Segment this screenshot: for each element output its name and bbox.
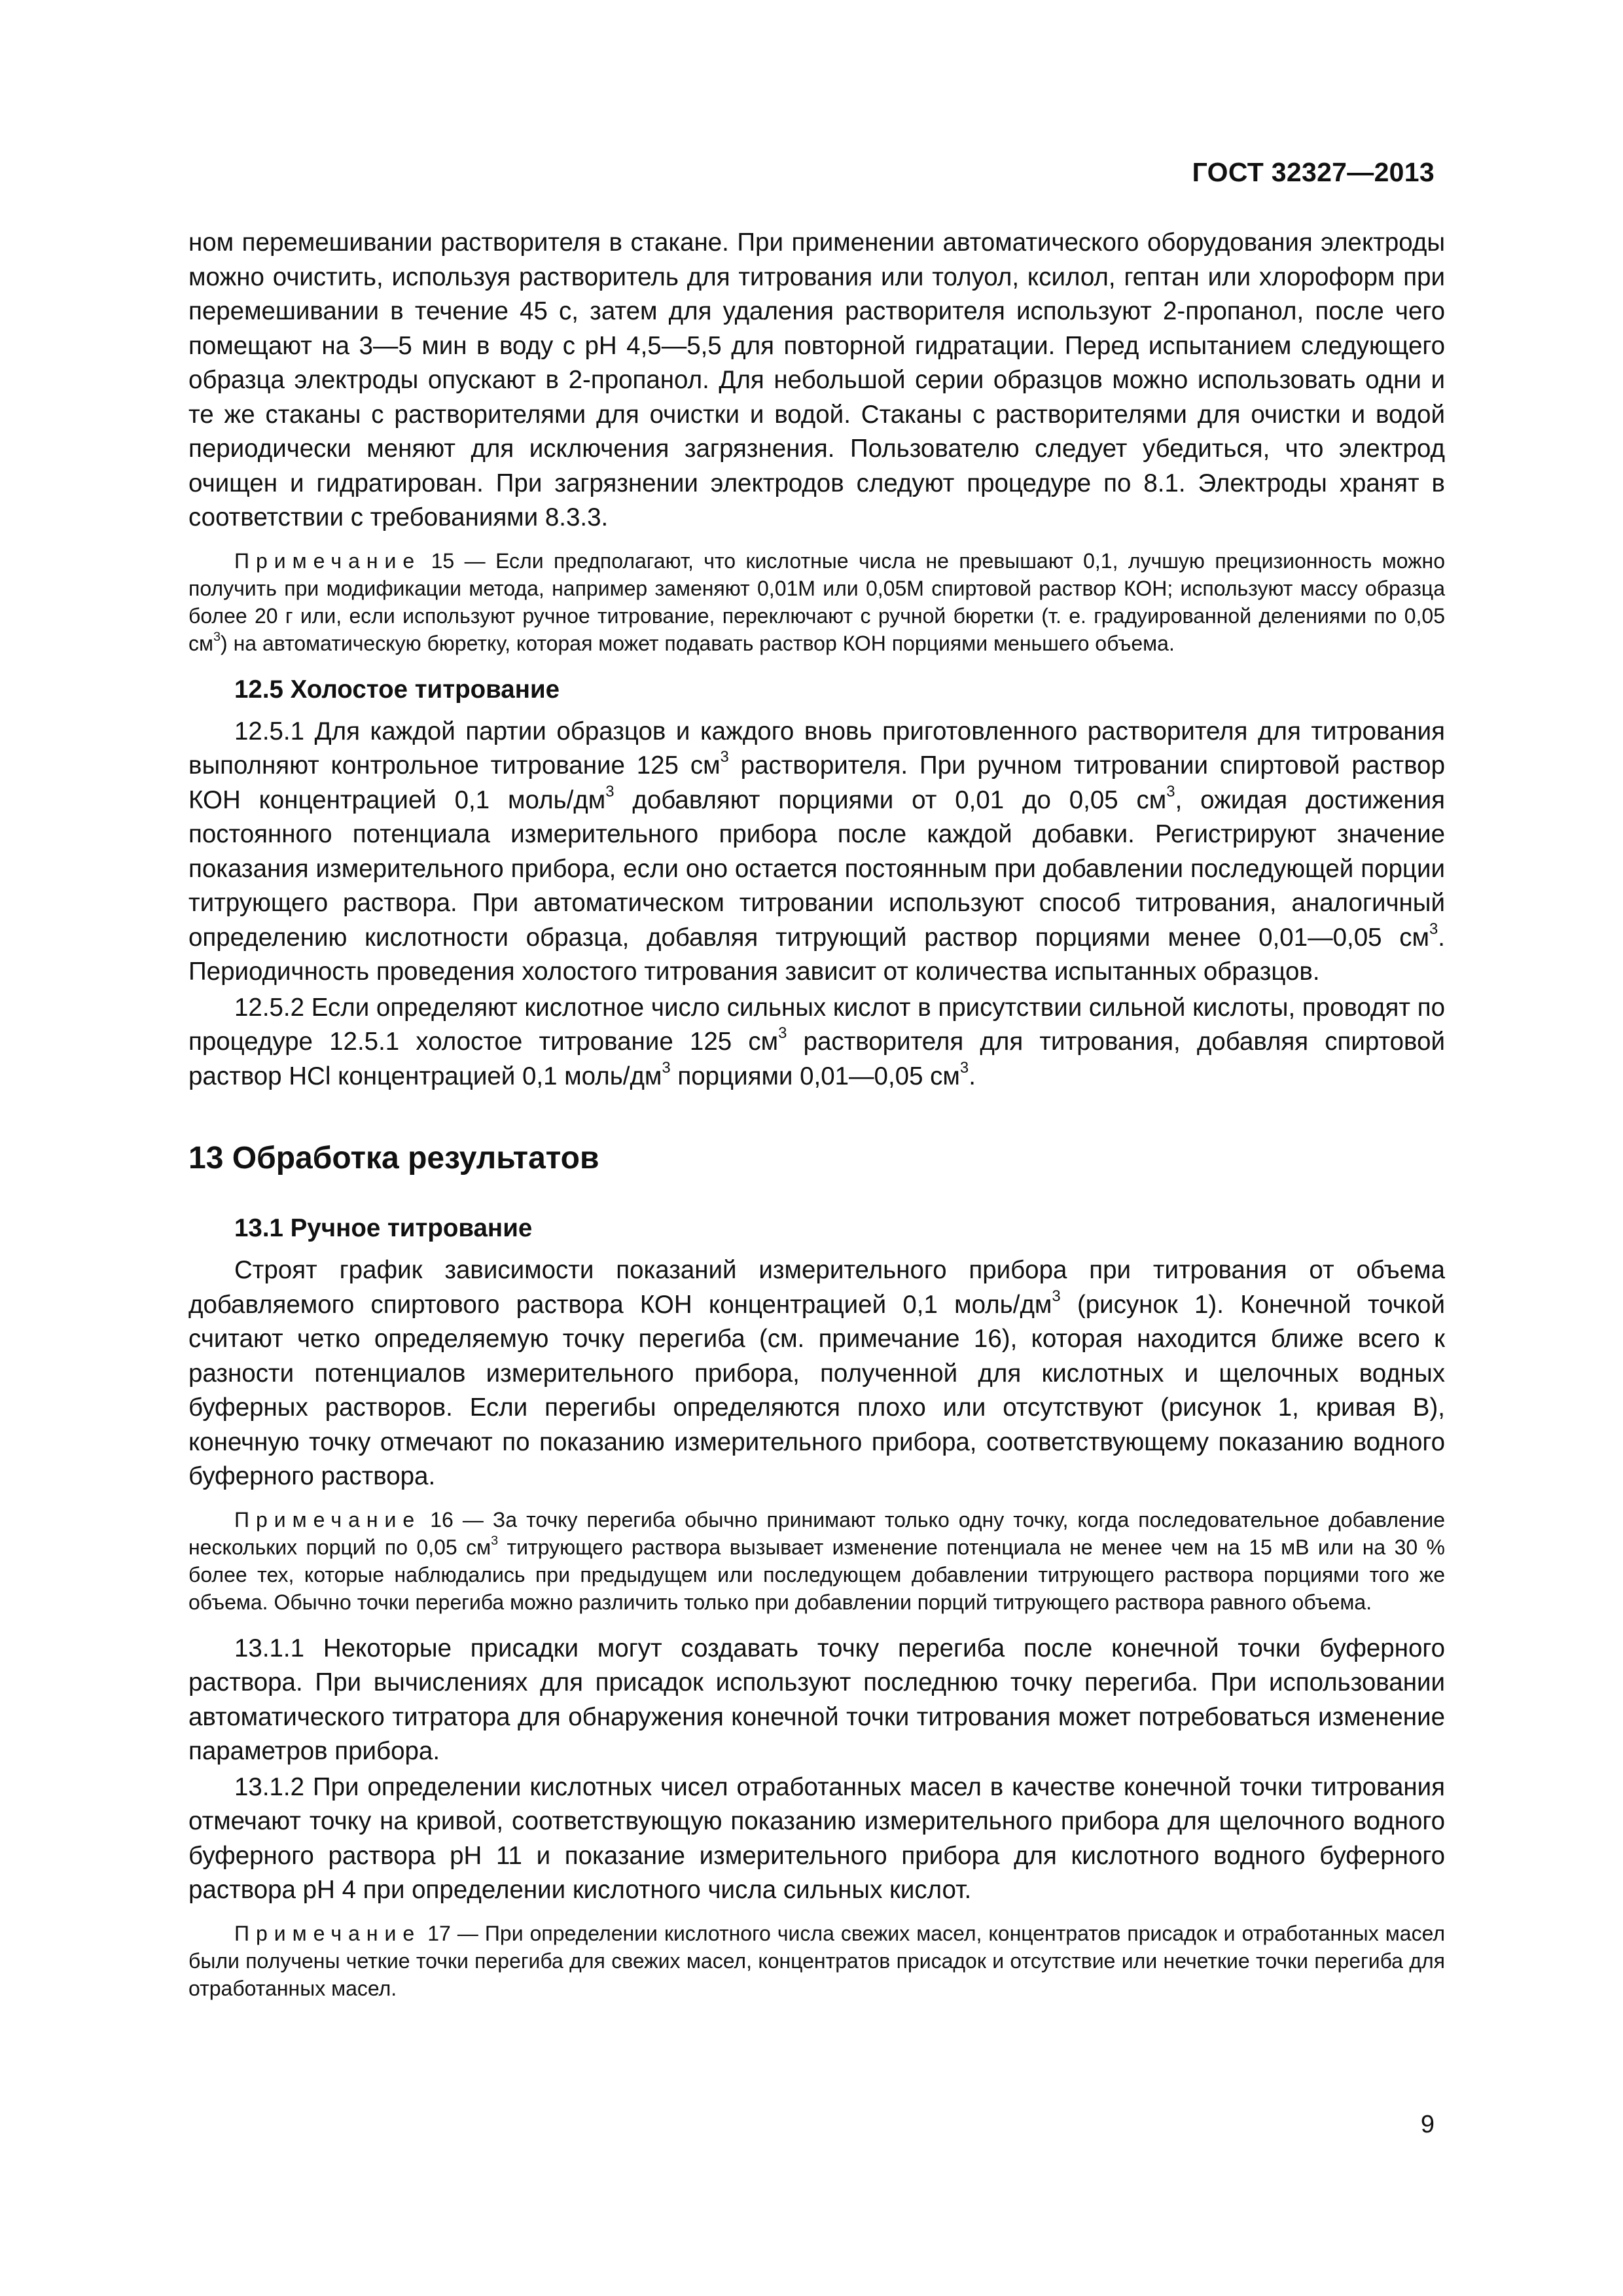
superscript: 3 xyxy=(491,1533,499,1548)
continuation-paragraph: ном перемешивании растворителя в стакане. При применении автоматического оборудования электроды можно очистить, используя растворитель для титрования или толуол, ксилол, гептан или хлороформ при перемешивании в течение 45 с, затем для удаления растворителя используют 2-пропанол, после чего помещают на 3—5 мин в воду с pH 4,5—5,5 для повторной гидратации. Перед испытанием следующего образца электроды опускают в 2-пропанол. Для небольшой серии образцов можно использовать одни и те же стаканы с растворителями для очистки и водой. Стаканы с растворителями для очистки и водой периодически меняют для исключения загрязнения. Пользователю следует убедиться, что электрод очищен и гидратирован. При загрязнении электродов следуют процедуре по 8.1. Электроды хранят в соответствии с требованиями 8.3.3. xyxy=(188,228,1445,531)
text-run: , ожидая достижения постоянного потенциала измерительного прибора после каждой добавки. Регистрируют значение показания измерительного прибора, если оно остается постоянным при добавлении последующей порции титрующего раствора. При автоматическом титровании используют способ титрования, аналогичный определению кислотности образца, добавляя титрующий раствор порциями менее 0,01—0,05 см xyxy=(188,785,1445,952)
paragraph-12-5-1 xyxy=(188,715,1445,990)
note-15-text-a: 15 — Если предполагают, что кислотные числа не превышают 0,1, лучшую прецизионность можно получить при модификации метода, например заменяют 0,01М или 0,05М спиртовой раствор КОН; используют массу образца более 20 г или, если используют ручное титрование, переключают с ручной бюретки (т. е. градуированной делениями по 0,05 см xyxy=(188,548,1445,655)
text-run: . xyxy=(969,1062,976,1090)
text-run: добавляют порциями от 0,01 до 0,05 см xyxy=(614,785,1167,814)
text-run: 17 — При определении кислотного числа свежих масел, концентратов присадок и отработанных масел были получены четкие точки перегиба для свежих масел, концентратов присадок и отсутствие или нечеткие точки перегиба для отработанных масел. xyxy=(188,1921,1445,2000)
text-run: порциями 0,01—0,05 см xyxy=(670,1062,960,1090)
superscript: 3 xyxy=(605,782,615,800)
text-run: титрующего раствора вызывает изменение потенциала не менее чем на 15 мВ или на 30 % более тех, которые наблюдались при предыдущем или последующем добавлении титрующего раствора порциями того же объема. Обычно точки перегиба можно различить только при добавлении порций титрующего раствора равного объема. xyxy=(188,1535,1446,1614)
text-run: 12.5.2 Если определяют кислотное число сильных кислот в присутствии сильной кислоты, проводят по процедуре 12.5.1 холостое титрование 125 см xyxy=(188,993,1445,1056)
note-label: Примечание xyxy=(234,548,421,573)
note-label: Примечание xyxy=(234,1507,421,1532)
text-run: растворителя. При ручном титровании спиртовой раствор КОН концентрацией 0,1 моль/дм xyxy=(188,751,1445,814)
subsection-heading-12-5: 12.5 Холостое титрование xyxy=(234,675,560,704)
subsection-heading-13-1: 13.1 Ручное титрование xyxy=(234,1214,533,1242)
superscript: 3 xyxy=(959,1058,969,1077)
paragraph-12-5-2 xyxy=(188,991,1445,1094)
note-17 xyxy=(188,1920,1445,2002)
section-heading-13: 13 Обработка результатов xyxy=(188,1141,599,1175)
document-standard-header: ГОСТ 32327—2013 xyxy=(1192,157,1435,187)
note-label: Примечание xyxy=(234,1921,421,1945)
text-run: . Периодичность проведения холостого титрования зависит от количества испытанных образцов. xyxy=(188,923,1445,986)
text-run: (рисунок 1). Конечной точкой считают четко определяемую точку перегиба (см. примечание 16), которая находится ближе всего к разности потенциалов измерительного прибора, полученной для кислотных и щелочных водных буферных растворов. Если перегибы определяются плохо или отсутствуют (рисунок 1, кривая В), конечную точку отмечают по показанию измерительного прибора, соответствующему показанию водного буферного раствора. xyxy=(188,1290,1445,1490)
superscript: 3 xyxy=(1429,920,1438,938)
superscript: 3 xyxy=(1166,782,1175,800)
superscript: 3 xyxy=(720,748,729,766)
text-run: Строят график зависимости показаний измерительного прибора при титрования от объема добавляемого спиртового раствора КОН концентрацией 0,1 моль/дм xyxy=(188,1256,1445,1319)
superscript: 3 xyxy=(662,1058,671,1077)
page-number: 9 xyxy=(1420,2111,1435,2138)
text-run: 16 — За точку перегиба обычно принимают только одну точку, когда последовательное добавление нескольких порций по 0,05 см xyxy=(188,1507,1445,1559)
note-15 xyxy=(188,547,1445,657)
paragraph-13-1-1: 13.1.1 Некоторые присадки могут создавать точку перегиба после конечной точки буферного раствора. При вычислениях для присадок используют последнюю точку перегиба. При использовании автоматического титратора для обнаружения конечной точки титрования может потребоваться изменение параметров прибора. xyxy=(188,1634,1445,1765)
paragraph-13-1 xyxy=(188,1253,1445,1494)
paragraph-13-1-2: 13.1.2 При определении кислотных чисел отработанных масел в качестве конечной точки титрования отмечают точку на кривой, соответствующую показанию измерительного прибора для щелочного водного буферного раствора pH 11 и показание измерительного прибора для кислотного водного буферного раствора pH 4 при определении кислотного числа сильных кислот. xyxy=(188,1772,1445,1904)
text-run: растворителя для титрования, добавляя спиртовой раствор HCl концентрацией 0,1 моль/дм xyxy=(188,1028,1445,1090)
note-15-text-b: ) на автоматическую бюретку, которая может подавать раствор КОН порциями меньшего объема. xyxy=(221,631,1175,655)
superscript: 3 xyxy=(213,629,221,644)
document-body xyxy=(188,226,1445,2018)
superscript: 3 xyxy=(1052,1287,1061,1305)
superscript: 3 xyxy=(778,1024,787,1043)
text-run: 12.5.1 Для каждой партии образцов и каждого вновь приготовленного растворителя для титрования выполняют контрольное титрование 125 см xyxy=(188,717,1445,780)
note-16 xyxy=(188,1506,1445,1616)
